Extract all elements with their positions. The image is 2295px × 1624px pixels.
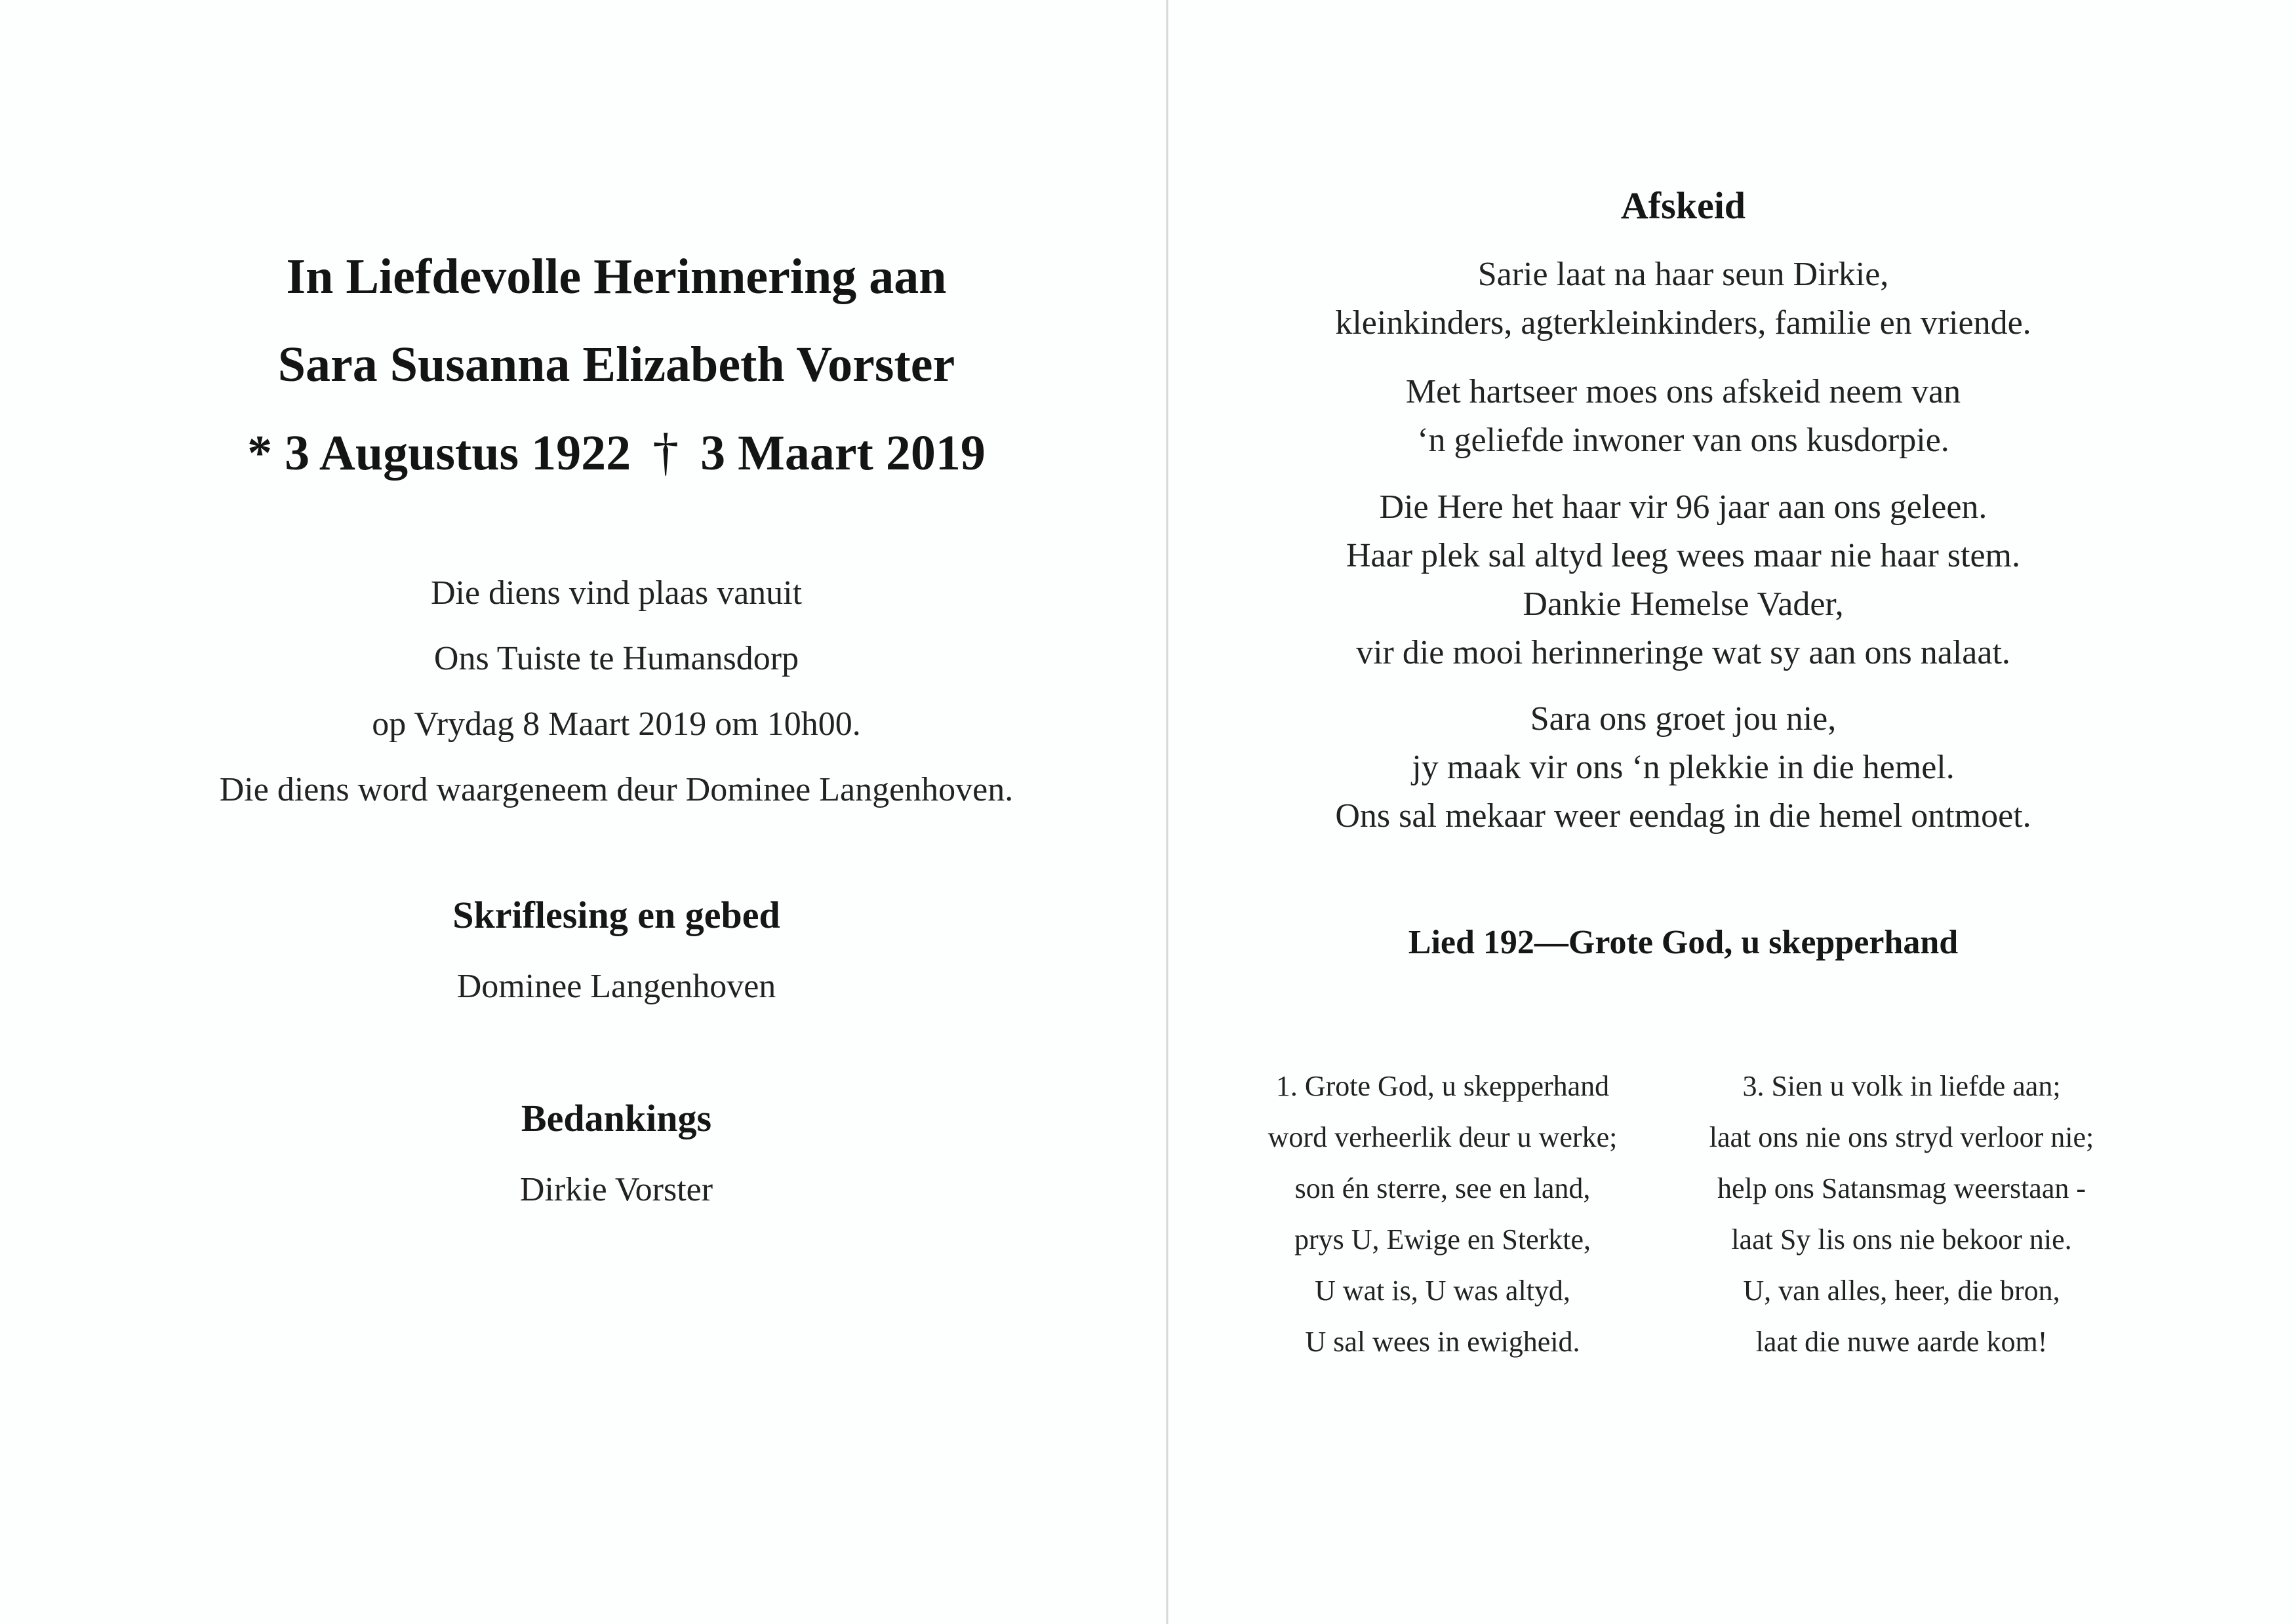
hymn-verse-3	[1666, 1061, 2138, 1368]
scripture-person: Dominee Langenhoven	[456, 968, 776, 1005]
title-line-1: In Liefdevolle Herinnering aan	[286, 249, 947, 304]
death-date: 3 Maart 2019	[700, 426, 986, 481]
verse-line: help ons Satansmag weerstaan -	[1717, 1172, 2086, 1204]
verse-line: laat die nuwe aarde kom!	[1755, 1326, 2048, 1358]
verse-line: 3. Sien u volk in liefde aan;	[1742, 1070, 2061, 1102]
thanks-person: Dirkie Vorster	[519, 1171, 713, 1208]
verse-line: prys U, Ewige en Sterkte,	[1294, 1223, 1591, 1256]
verse-line: U wat is, U was altyd,	[1315, 1275, 1570, 1307]
poem-line: Die Here het haar vir 96 jaar aan ons geleen.	[1379, 488, 1987, 526]
service-line-2: Ons Tuiste te Humansdorp	[433, 640, 799, 677]
afskeid-stanza-4	[1168, 695, 2198, 841]
deceased-name: Sara Susanna Elizabeth Vorster	[277, 337, 955, 392]
service-details	[66, 561, 1167, 823]
hymn-verse-1	[1200, 1061, 1685, 1368]
death-cross-icon: †	[652, 424, 679, 481]
hymn-heading: Lied 192—Grote God, u skepperhand	[1408, 924, 1959, 961]
verse-line: laat ons nie ons stryd verloor nie;	[1709, 1121, 2094, 1153]
scripture-heading: Skriflesing en gebed	[452, 894, 780, 936]
poem-line: ‘n geliefde inwoner van ons kusdorpie.	[1417, 422, 1949, 459]
poem-line: Ons sal mekaar weer eendag in die hemel ontmoet.	[1335, 797, 2031, 835]
verse-line: word verheerlik deur u werke;	[1267, 1121, 1618, 1153]
afskeid-stanza-1	[1168, 250, 2198, 347]
service-line-1: Die diens vind plaas vanuit	[430, 574, 803, 612]
verse-line: 1. Grote God, u skepperhand	[1275, 1070, 1610, 1102]
verse-line: son én sterre, see en land,	[1294, 1172, 1591, 1204]
verse-line: U sal wees in ewigheid.	[1305, 1326, 1580, 1358]
verse-line: laat Sy lis ons nie bekoor nie.	[1731, 1223, 2072, 1256]
poem-line: jy maak vir ons ‘n plekkie in die hemel.	[1412, 749, 1955, 786]
service-line-3: op Vrydag 8 Maart 2019 om 10h00.	[372, 705, 861, 743]
poem-line: Met hartseer moes ons afskeid neem van	[1405, 373, 1961, 410]
poem-line: Haar plek sal altyd leeg wees maar nie haar stem.	[1346, 537, 2020, 574]
poem-line: Sarie laat na haar seun Dirkie,	[1477, 256, 1889, 293]
afskeid-heading: Afskeid	[1620, 184, 1746, 227]
afskeid-stanza-3	[1168, 483, 2198, 677]
thanks-heading: Bedankings	[521, 1097, 712, 1139]
life-dates	[66, 408, 1167, 497]
poem-line: kleinkinders, agterkleinkinders, familie en vriende.	[1335, 304, 2031, 342]
verse-line: U, van alles, heer, die bron,	[1743, 1275, 2060, 1307]
afskeid-stanza-2	[1168, 368, 2198, 465]
poem-line: Dankie Hemelse Vader,	[1523, 585, 1844, 623]
poem-line: vir die mooi herinneringe wat sy aan ons nalaat.	[1356, 634, 2010, 671]
service-line-4: Die diens word waargeneem deur Dominee Langenhoven.	[219, 771, 1014, 808]
birth-date: 3 Augustus 1922	[285, 426, 631, 481]
poem-line: Sara ons groet jou nie,	[1530, 700, 1837, 738]
birth-symbol: *	[247, 426, 273, 481]
memorial-title	[66, 233, 1167, 497]
